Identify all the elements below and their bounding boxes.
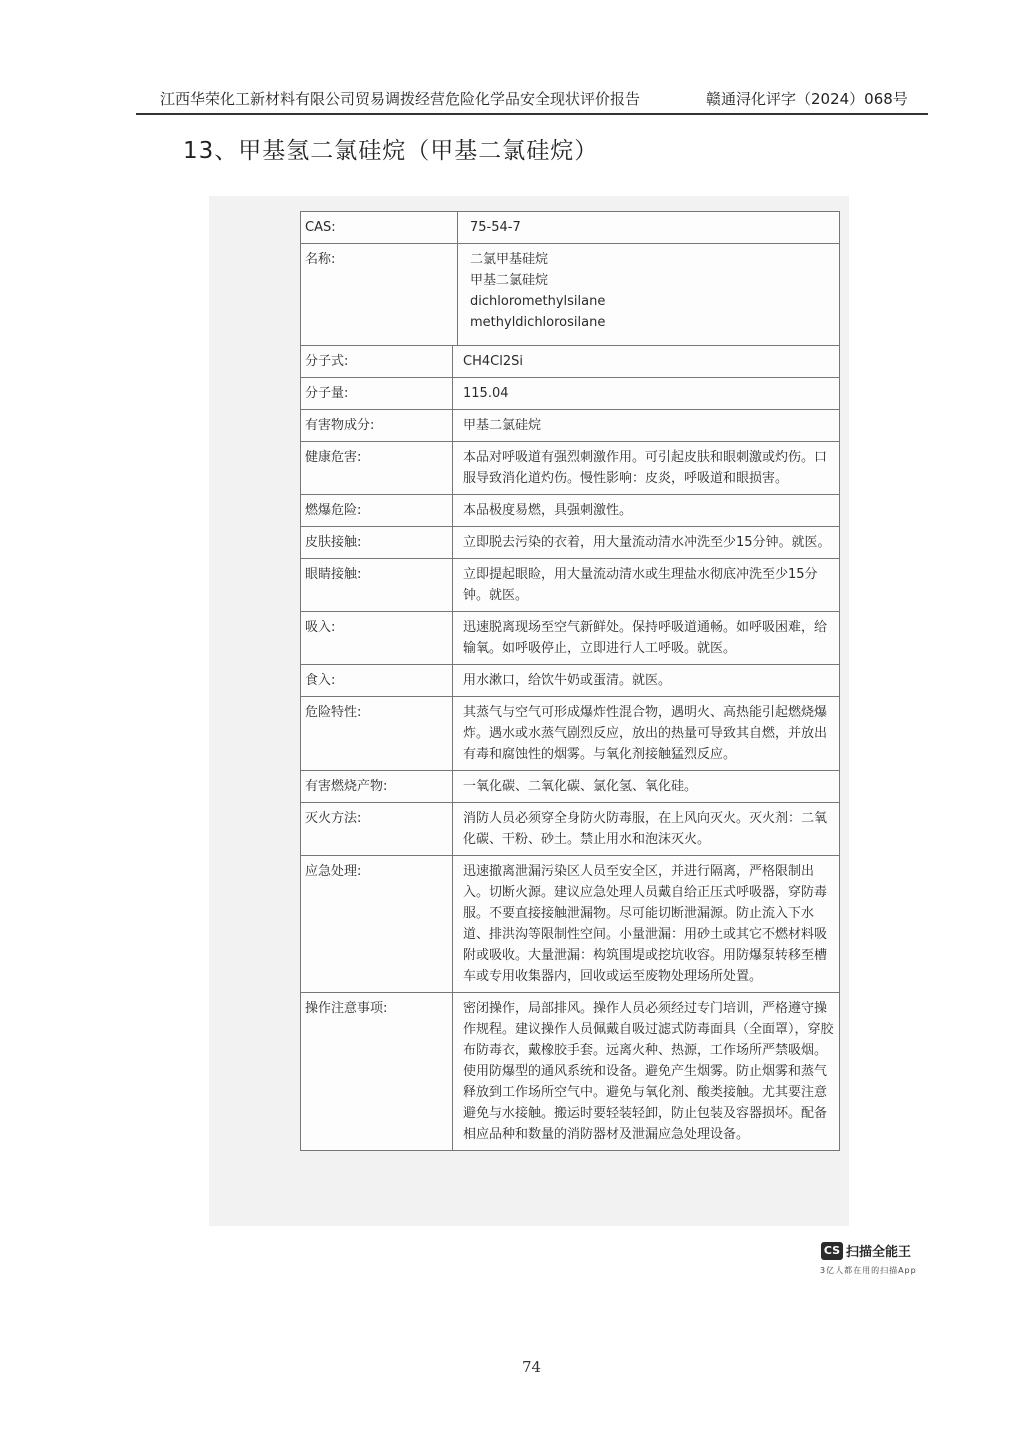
header-report-number: 赣通浔化评字（2024）068号 — [706, 90, 908, 108]
property-value: 立即提起眼睑，用大量流动清水或生理盐水彻底冲洗至少15分钟。就医。 — [453, 559, 840, 612]
cas-label: CAS: — [301, 212, 458, 244]
property-label: 皮肤接触: — [301, 527, 453, 559]
table-row — [301, 665, 840, 697]
table-row — [301, 559, 840, 612]
table-row — [301, 856, 840, 993]
property-label: 有害燃烧产物: — [301, 771, 453, 803]
table-row-name — [301, 244, 840, 353]
property-label: 应急处理: — [301, 856, 453, 993]
table-row — [301, 527, 840, 559]
name-values — [458, 244, 840, 353]
property-label: 眼睛接触: — [301, 559, 453, 612]
table-row-cas — [301, 212, 840, 244]
table-row — [301, 378, 840, 410]
table-row — [301, 697, 840, 771]
property-label: 吸入: — [301, 612, 453, 665]
table-row — [301, 771, 840, 803]
property-value: 密闭操作，局部排风。操作人员必须经过专门培训，严格遵守操作规程。建议操作人员佩戴自吸过滤式防毒面具（全面罩），穿胶布防毒衣，戴橡胶手套。远离火种、热源，工作场所严禁吸烟。使用防爆型的通风系统和设备。避免产生烟雾。防止烟雾和蒸气释放到工作场所空气中。避免与氧化剂、酸类接触。尤其要注意避免与水接触。搬运时要轻装轻卸，防止包装及容器损坏。配备相应品种和数量的消防器材及泄漏应急处理设备。 — [453, 993, 840, 1151]
page-number: 74 — [522, 1358, 542, 1376]
property-value: 一氧化碳、二氧化碳、氯化氢、氧化硅。 — [453, 771, 840, 803]
property-value: 甲基二氯硅烷 — [453, 410, 840, 442]
name-item: 甲基二氯硅烷 — [470, 273, 549, 288]
section-title: 13、甲基氢二氯硅烷（甲基二氯硅烷） — [183, 138, 599, 164]
property-value: 消防人员必须穿全身防火防毒服，在上风向灭火。灭火剂：二氧化碳、干粉、砂土。禁止用水和泡沫灭火。 — [453, 803, 840, 856]
property-label: 操作注意事项: — [301, 993, 453, 1151]
name-item: 二氯甲基硅烷 — [470, 252, 549, 267]
cas-value: 75-54-7 — [458, 212, 840, 244]
name-label: 名称: — [301, 244, 458, 353]
table-row — [301, 495, 840, 527]
property-value: 115.04 — [453, 378, 840, 410]
camscanner-logo-icon: CS — [821, 1242, 843, 1260]
property-value: 本品极度易燃，具强刺激性。 — [453, 495, 840, 527]
property-label: 分子量: — [301, 378, 453, 410]
header-report-title: 江西华荣化工新材料有限公司贸易调拨经营危险化学品安全现状评价报告 — [160, 90, 641, 108]
property-value: CH4Cl2Si — [453, 346, 840, 378]
table-row — [301, 346, 840, 378]
camscanner-app-name: 扫描全能王 — [846, 1245, 912, 1260]
property-label: 健康危害: — [301, 442, 453, 495]
property-value: 用水漱口，给饮牛奶或蛋清。就医。 — [453, 665, 840, 697]
property-value: 迅速脱离现场至空气新鲜处。保持呼吸道通畅。如呼吸困难，给输氧。如呼吸停止，立即进行人工呼吸。就医。 — [453, 612, 840, 665]
property-label: 食入: — [301, 665, 453, 697]
property-label: 灭火方法: — [301, 803, 453, 856]
name-item: dichloromethylsilane — [470, 294, 606, 309]
camscanner-tagline: 3亿人都在用的扫描App — [820, 1266, 917, 1275]
property-label: 有害物成分: — [301, 410, 453, 442]
property-label: 危险特性: — [301, 697, 453, 771]
property-value: 立即脱去污染的衣着，用大量流动清水冲洗至少15分钟。就医。 — [453, 527, 840, 559]
name-item: methyldichlorosilane — [470, 315, 606, 330]
property-label: 燃爆危险: — [301, 495, 453, 527]
property-value: 迅速撤离泄漏污染区人员至安全区，并进行隔离，严格限制出入。切断火源。建议应急处理人员戴自给正压式呼吸器，穿防毒服。不要直接接触泄漏物。尽可能切断泄漏源。防止流入下水道、排洪沟等限制性空间。小量泄漏：用砂土或其它不燃材料吸附或吸收。大量泄漏：构筑围堤或挖坑收容。用防爆泵转移至槽车或专用收集器内，回收或运至废物处理场所处置。 — [453, 856, 840, 993]
msds-table — [300, 211, 840, 353]
property-label: 分子式: — [301, 346, 453, 378]
table-row — [301, 410, 840, 442]
header-divider — [136, 113, 928, 115]
table-row — [301, 803, 840, 856]
property-value: 本品对呼吸道有强烈刺激作用。可引起皮肤和眼刺激或灼伤。口服导致消化道灼伤。慢性影响：皮炎，呼吸道和眼损害。 — [453, 442, 840, 495]
msds-property-table — [300, 345, 840, 1151]
table-row — [301, 442, 840, 495]
table-row — [301, 612, 840, 665]
property-value: 其蒸气与空气可形成爆炸性混合物，遇明火、高热能引起燃烧爆炸。遇水或水蒸气剧烈反应，放出的热量可导致其自燃，并放出有毒和腐蚀性的烟雾。与氧化剂接触猛烈反应。 — [453, 697, 840, 771]
table-row — [301, 993, 840, 1151]
